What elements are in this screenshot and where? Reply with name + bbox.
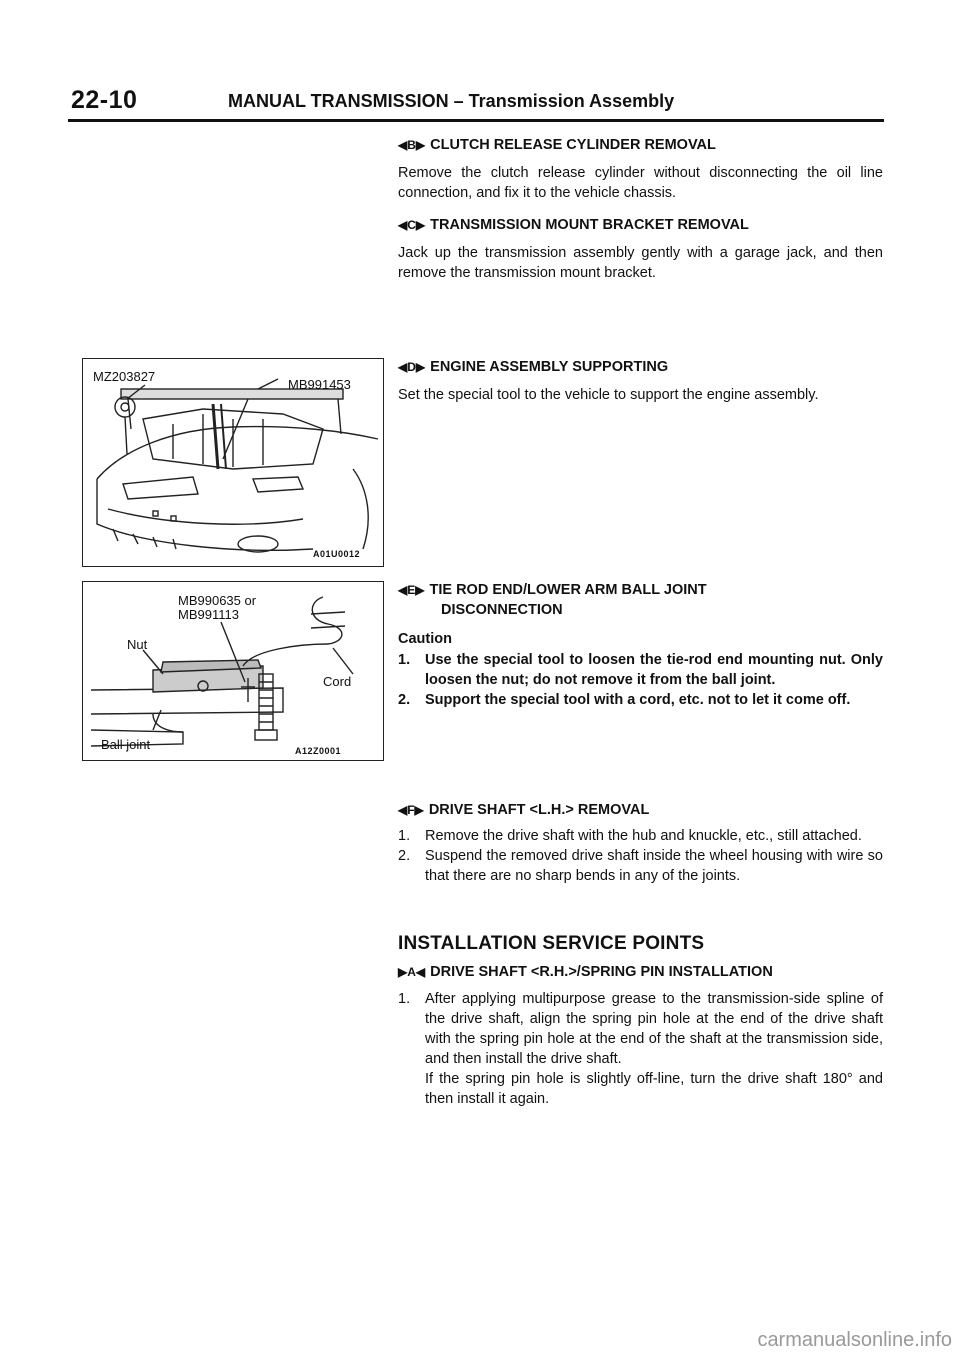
section-marker: ◀C▶ [398, 218, 426, 232]
list-item [398, 690, 883, 710]
section-a-heading [398, 964, 773, 980]
section-title: CLUTCH RELEASE CYLINDER REMOVAL [430, 137, 716, 153]
section-c-text: Jack up the transmission assembly gently with a garage jack, and then remove the transmission mount bracket. [398, 245, 883, 281]
item-text: After applying multipurpose grease to the transmission-side spline of the drive shaft, align the spring pin hole at the end of the drive shaft with the spring pin hole at the end of the shaft at the transmission side, and then install the drive shaft. [425, 991, 883, 1067]
section-f-list [398, 826, 883, 886]
section-marker: ◀E▶ [398, 583, 425, 597]
section-title: TIE ROD END/LOWER ARM BALL JOINT [429, 582, 707, 598]
header-rule [68, 119, 884, 122]
figure-engine-support [82, 358, 384, 567]
section-f-heading [398, 802, 649, 818]
list-item [398, 989, 883, 1069]
label-tool-numbers: MB990635 or MB991113 [178, 593, 257, 622]
list-item-note [398, 1069, 883, 1109]
item-text: Support the special tool with a cord, etc. not to let it come off. [425, 692, 851, 708]
label-mb991453: MB991453 [288, 377, 351, 392]
section-c-heading [398, 217, 749, 233]
section-a-list [398, 989, 883, 1109]
section-title: TRANSMISSION MOUNT BRACKET REMOVAL [430, 217, 749, 233]
section-marker: ◀F▶ [398, 803, 424, 817]
section-b-heading [398, 137, 716, 153]
item-number: 2. [398, 692, 411, 708]
figure-code: A12Z0001 [295, 746, 342, 756]
section-d-heading [398, 359, 668, 375]
section-title: DRIVE SHAFT <L.H.> REMOVAL [428, 802, 650, 818]
page-title: MANUAL TRANSMISSION – Transmission Assembly [228, 91, 675, 111]
label-mz203827: MZ203827 [93, 369, 156, 384]
section-title: ENGINE ASSEMBLY SUPPORTING [430, 359, 669, 375]
section-title: DRIVE SHAFT <R.H.>/SPRING PIN INSTALLATION [430, 964, 773, 980]
item-text: Remove the drive shaft with the hub and knuckle, etc., still attached. [425, 828, 862, 844]
section-d-text: Set the special tool to the vehicle to support the engine assembly. [398, 387, 819, 403]
watermark: carmanualsonline.info [757, 1329, 952, 1351]
item-text: Suspend the removed drive shaft inside the wheel housing with wire so that there are no sharp bends in any of the joints. [425, 848, 883, 884]
section-b-text: Remove the clutch release cylinder without disconnecting the oil line connection, and fix it to the vehicle chassis. [398, 165, 883, 201]
figure-code: A01U0012 [313, 549, 361, 559]
list-item [398, 650, 883, 690]
item-note: If the spring pin hole is slightly off-line, turn the drive shaft 180° and then install it again. [425, 1071, 883, 1107]
section-marker: ◀D▶ [398, 360, 426, 374]
item-number: 1. [398, 828, 411, 844]
list-item [398, 846, 883, 886]
section-e-heading-line2: DISCONNECTION [441, 602, 563, 618]
item-number: 2. [398, 848, 411, 864]
caution-list [398, 650, 883, 710]
section-marker: ▶A◀ [398, 965, 426, 979]
caution-title: Caution [398, 631, 452, 647]
section-marker: ◀B▶ [398, 138, 426, 152]
label-nut: Nut [127, 637, 148, 652]
section-e-heading [398, 582, 707, 598]
list-item [398, 826, 883, 846]
item-text: Use the special tool to loosen the tie-rod end mounting nut. Only loosen the nut; do not remove it from the ball joint. [425, 652, 883, 688]
item-number: 1. [398, 991, 411, 1007]
figure-ball-joint-tool [82, 581, 384, 761]
item-number: 1. [398, 652, 411, 668]
label-ball-joint: Ball joint [101, 737, 151, 752]
installation-heading: INSTALLATION SERVICE POINTS [398, 933, 705, 954]
label-cord: Cord [323, 674, 352, 689]
page-number: 22-10 [71, 86, 138, 114]
